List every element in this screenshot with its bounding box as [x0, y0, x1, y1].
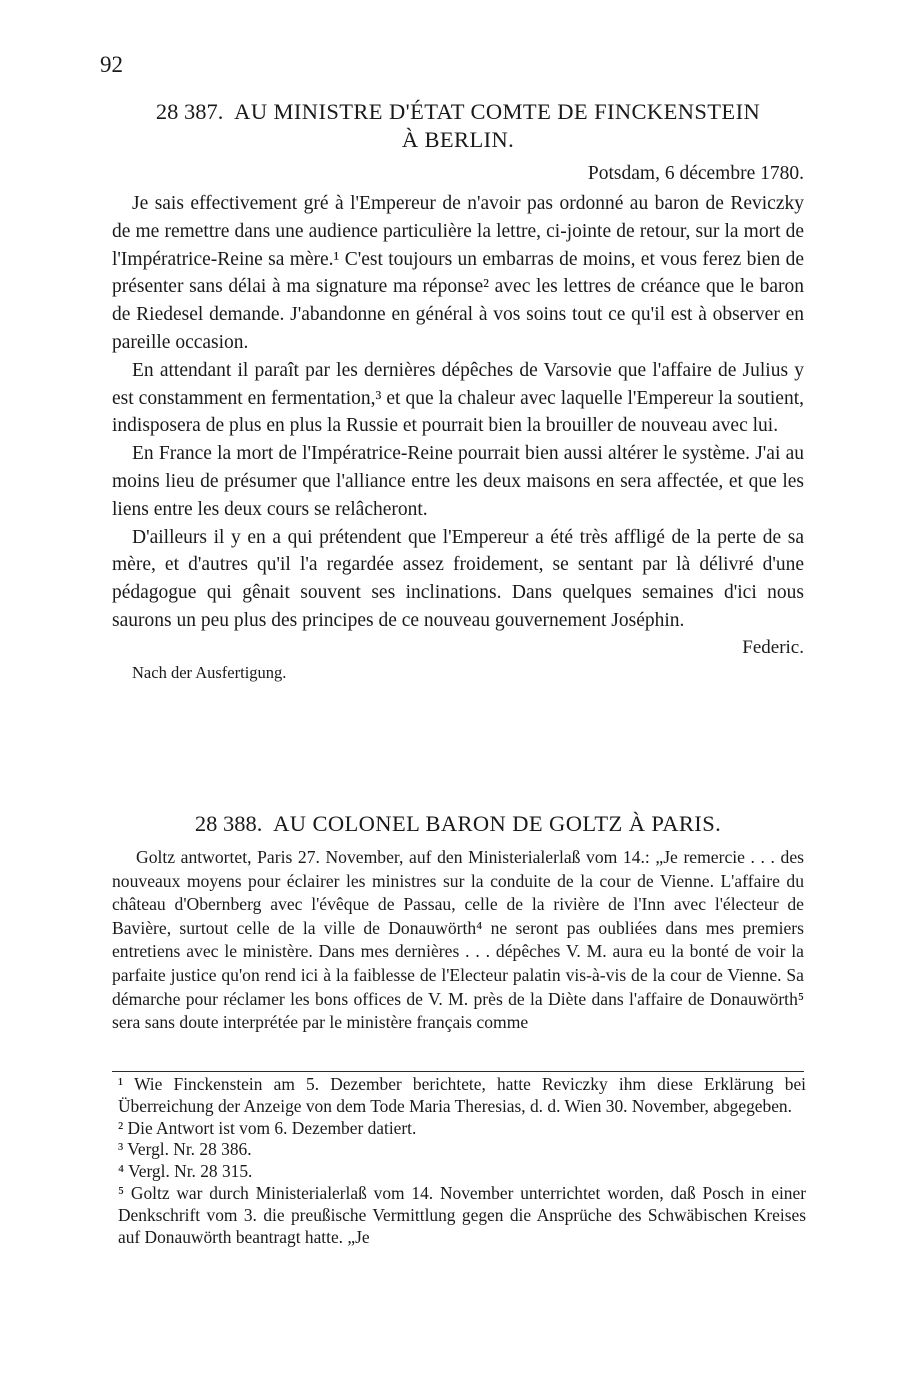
letter-28388 [112, 810, 804, 1035]
page-number: 92 [100, 52, 123, 77]
letter-signature: Federic. [742, 636, 804, 658]
letter-number: 28 387. [155, 99, 224, 124]
letter-summary-paragraph: Goltz antwortet, Paris 27. November, auf den Ministerialerlaß vom 14.: „Je remercie . . . des nouveaux moyens pour éclairer les ministres sur la conduite de la cour de Vienne. L'affaire du château d'Obernberg avec l'évêque de Passau, celle de la rivière de l'Inn avec l'électeur de Bavière, surtout celle de la ville de Donauwörth⁴ ne seront pas oubliées dans mes premiers entretiens avec le ministère. Dans mes dernières . . . dépêches V. M. aura eu la bonté de voir la parfaite justice qu'on rend ici à la faiblesse de l'Electeur palatin vis-à-vis de la cour de Vienne. Sa démarche pour réclamer les bons offices de V. M. près de la Diète dans l'affaire de Donauwörth⁵ sera sans doute interprétée par le ministère français comme [112, 847, 804, 1033]
letter-heading [112, 98, 804, 126]
letter-heading [112, 810, 804, 838]
letter-dateline: Potsdam, 6 décembre 1780. [587, 163, 804, 184]
letter-heading-title: AU COLONEL BARON DE GOLTZ À PARIS. [273, 811, 722, 836]
letter-heading-line1: AU MINISTRE D'ÉTAT COMTE DE FINCKENSTEIN [234, 99, 761, 124]
letter-heading-line2: À BERLIN. [401, 127, 515, 152]
letter-paragraph: En France la mort de l'Impératrice-Reine pourrait bien aussi altérer le système. J'ai au moins lieu de présumer que l'alliance entre les deux maisons en sera affectée, et que les liens entre les deux cours se relâcheront. [112, 443, 804, 520]
footnote-2: ² Die Antwort ist vom 6. Dezember datiert. [118, 1117, 417, 1138]
footnote-5: ⁵ Goltz war durch Ministerialerlaß vom 14. November unterrichtet worden, daß Posch in einer Denkschrift vom 3. die preußische Vermittlung gegen die Ansprüche des Schwäbischen Kreises auf Donauwörth beantragt hatte. „Je [118, 1182, 806, 1247]
source-note: Nach der Ausfertigung. [132, 662, 287, 682]
footnotes [118, 1074, 806, 1248]
letter-28387 [112, 98, 804, 685]
footnote-4: ⁴ Vergl. Nr. 28 315. [118, 1161, 253, 1182]
footnote-3: ³ Vergl. Nr. 28 386. [118, 1139, 252, 1160]
letter-paragraph: Je sais effectivement gré à l'Empereur de n'avoir pas ordonné au baron de Reviczky de me remettre dans une audience particulière la lettre, ci-jointe de retour, sur la mort de l'Impératrice-Reine sa mère.¹ C'est toujours un embarras de moins, et vous ferez bien de présenter sans délai à ma signature ma réponse² avec les lettres de créance que le baron de Riedesel demande. J'abandonne en général à vos soins tout ce qu'il est à observer en pareille occasion. [112, 193, 804, 353]
letter-paragraph: En attendant il paraît par les dernières dépêches de Varsovie que l'affaire de Julius y est constamment en fermentation,³ et que la chaleur avec laquelle l'Empereur la soutient, indisposera de plus en plus la Russie et pourrait bien la brouiller de nouveau avec lui. [112, 359, 804, 437]
letter-number: 28 388. [194, 811, 263, 836]
letter-paragraph: D'ailleurs il y en a qui prétendent que l'Empereur a été très affligé de la perte de sa mère, et d'autres qu'il l'a regardée assez froidement, se sentant par là délivré d'une pédagogue qui gênait souvent ses inclinations. Dans quelques semaines d'ici nous saurons un peu plus des principes de ce nouveau gouvernement Joséphin. [112, 526, 804, 631]
footnote-divider [112, 1071, 804, 1072]
footnote-1: ¹ Wie Finckenstein am 5. Dezember berichtete, hatte Reviczky ihm diese Erklärung bei Überreichung der Anzeige von dem Tode Maria Theresias, d. d. Wien 30. November, abgegeben. [118, 1074, 806, 1116]
